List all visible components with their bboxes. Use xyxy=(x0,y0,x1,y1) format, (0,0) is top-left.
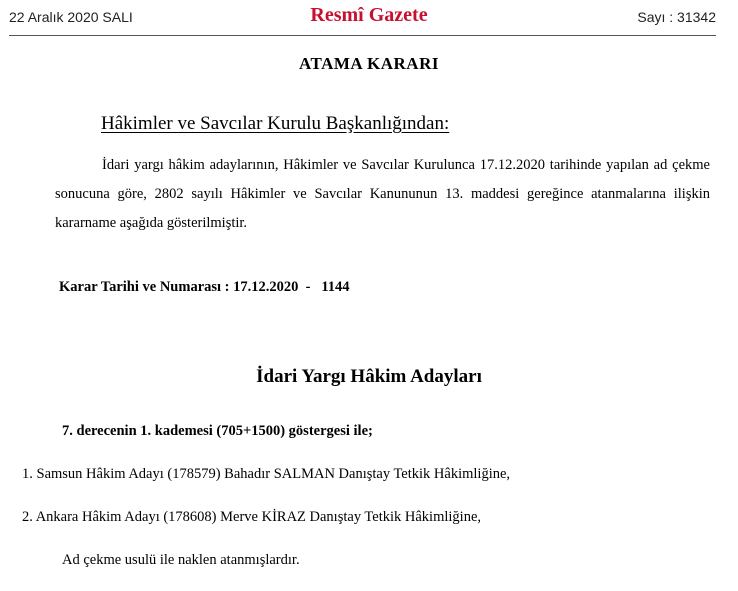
section-heading: İdari Yargı Hâkim Adayları xyxy=(256,366,482,387)
document-title: ATAMA KARARI xyxy=(299,54,439,73)
gazette-header xyxy=(0,0,738,36)
gazette-name: Resmî Gazete xyxy=(310,4,428,26)
appointment-item: 1. Samsun Hâkim Adayı (178579) Bahadır SALMAN Danıştay Tetkik Hâkimliğine, xyxy=(22,466,511,482)
issuing-authority: Hâkimler ve Savcılar Kurulu Başkanlığından: xyxy=(101,113,450,134)
intro-paragraph: İdari yargı hâkim adaylarının, Hâkimler ve Savcılar Kurulunca 17.12.2020 tarihinde yapılan ad çekme sonucuna göre, 2802 sayılı Hâkimler ve Savcılar Kanununun 13. maddesi gereğince atanmalarına ilişkin kararname aşağıda gösterilmiştir. xyxy=(55,157,710,231)
grade-line: 7. derecenin 1. kademesi (705+1500) göstergesi ile; xyxy=(62,423,373,439)
appointment-item: 2. Ankara Hâkim Adayı (178608) Merve KİRAZ Danıştay Tetkik Hâkimliğine, xyxy=(22,509,482,525)
closing-statement: Ad çekme usulü ile naklen atanmışlardır. xyxy=(62,552,300,568)
issue-number: Sayı : 31342 xyxy=(637,9,716,25)
decision-date-number: Karar Tarihi ve Numarası : 17.12.2020 - 1144 xyxy=(59,279,350,295)
header-divider xyxy=(9,35,716,36)
header-date: 22 Aralık 2020 SALI xyxy=(9,9,133,25)
